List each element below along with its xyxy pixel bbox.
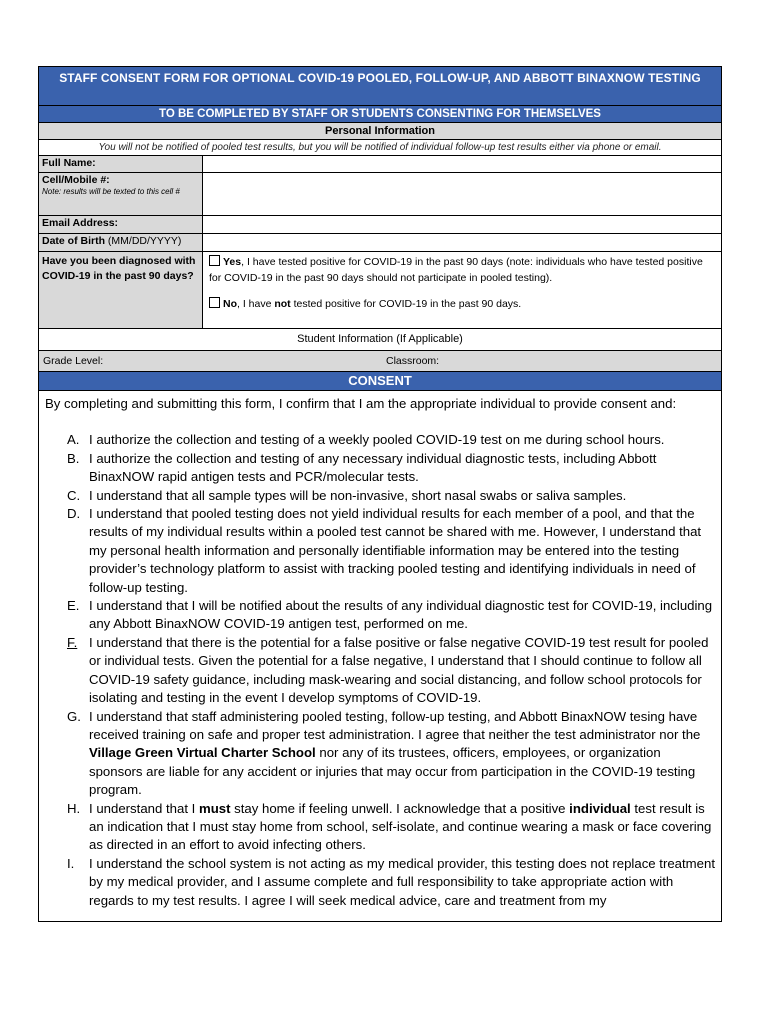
cell-note: Note: results will be texted to this cell # [42,187,180,196]
item-text: I understand that I will be notified about the results of any individual diagnostic test for COVID-19, including any Abbott BinaxNOW COVID-19 antigen test, performed on me. [89,598,713,632]
list-item [45,487,715,505]
item-text-part: I understand that staff administering pooled testing, follow-up testing, and Abbott BinaxNOW tesing have received training on safe and proper test administration. I agree that neither the test administrator nor the [89,708,701,742]
full-name-label: Full Name: [39,156,203,172]
grade-level-field[interactable] [39,351,380,371]
item-marker: F. [67,634,78,650]
yes-option[interactable] [203,252,721,286]
no-text-b: tested positive for COVID-19 in the past 90 days. [290,298,522,310]
item-text: I authorize the collection and testing of a weekly pooled COVID-19 test on me during school hours. [89,432,665,448]
item-text: I understand that there is the potential for a false positive or false negative COVID-19 test result for pooled or individual tests. Given the potential for a false negative, I understand that I should continue to follow all COVID-19 safety guidance, including mask-wearing and social distancing, and follow school protocols for isolating and testing in the event I develop symptoms of COVID-19. [89,634,709,706]
yes-text: , I have tested positive for COVID-19 in the past 90 days (note: individuals who have tested positive for COVID-19 in the past 90 days should not participate in pooled testing). [209,256,703,284]
form-subtitle: TO BE COMPLETED BY STAFF OR STUDENTS CONSENTING FOR THEMSELVES [39,106,721,123]
grade-level-label: Grade Level: [43,355,104,367]
item-marker: B. [67,450,80,466]
dob-format: (MM/DD/YYYY) [107,235,182,247]
list-item [45,597,715,634]
dob-label-cell [39,234,203,251]
no-option[interactable] [203,286,721,312]
email-field[interactable] [203,216,721,233]
item-marker: D. [67,506,81,522]
list-item [45,708,715,800]
item-text-part: nor any of its trustees, officers, employees, or organization sponsors are liable for any accident or injuries that may occur from participation in the COVID-19 testing program. [89,745,696,798]
cell-label-cell [39,173,203,215]
form-bottom-border [39,921,721,922]
no-text-a: , I have [237,298,275,310]
email-label: Email Address: [39,216,203,233]
item-text [89,708,715,800]
item-marker: I. [67,855,75,871]
yes-checkbox[interactable] [209,255,220,266]
classroom-label: Classroom: [386,355,440,367]
consent-intro: By completing and submitting this form, I confirm that I am the appropriate individual to provide consent and: [45,396,677,411]
personal-info-heading: Personal Information [39,123,721,140]
item-marker: G. [67,708,81,724]
list-item [45,450,715,487]
cell-label: Cell/Mobile #: [42,174,110,186]
no-label: No [223,298,237,310]
item-text: I understand that pooled testing does not yield individual results for each member of a pool, and that the results of my individual results within a pooled test cannot be shared with me. However, I understand that my personal health information and personally identifiable information may be entered into the testing provider’s technology platform to assist with tracking pooled testing and identifying individuals in need of follow-up testing. [89,506,702,595]
diagnosed-label: Have you been diagnosed with COVID-19 in the past 90 days? [39,252,203,328]
consent-form [38,66,722,922]
no-checkbox[interactable] [209,297,220,308]
cell-field[interactable] [203,173,721,215]
no-text-bold: not [274,298,291,310]
emphasis-must: must [198,800,231,816]
item-text: I understand the school system is not acting as my medical provider, this testing does not replace treatment by my medical provider, and I assume complete and full responsibility to take appropriate action with regards to my test results. I agree I will seek medical advice, care and treatment from my [89,855,715,908]
notification-note: You will not be notified of pooled test results, but you will be notified of individual follow-up test results either via phone or email. [39,140,721,156]
yes-label: Yes [223,256,242,268]
list-item [45,800,715,855]
item-text: I understand that all sample types will be non-invasive, short nasal swabs or saliva samples. [89,487,627,503]
full-name-field[interactable] [203,156,721,172]
item-text [89,800,715,855]
list-item [45,431,715,449]
item-text-part: test result is an indication that I must stay home from school, self-isolate, and continue wearing a mask or face covering as directed in an effort to avoid infecting others. [89,800,712,853]
consent-body [39,391,721,921]
item-marker: H. [67,800,81,816]
list-item [45,505,715,597]
student-info-heading: Student Information (If Applicable) [39,329,721,351]
school-name: Village Green Virtual Charter School [89,745,316,761]
consent-list [45,431,715,910]
item-marker: E. [67,598,80,614]
item-text-part: stay home if feeling unwell. I acknowledge that a positive [230,800,570,816]
item-marker: A. [67,432,80,448]
dob-field[interactable] [203,234,721,251]
form-title: STAFF CONSENT FORM FOR OPTIONAL COVID-19 POOLED, FOLLOW-UP, AND ABBOTT BINAXNOW TESTING [39,67,721,106]
classroom-field[interactable] [380,351,721,371]
list-item [45,855,715,910]
emphasis-individual: individual [569,800,631,816]
item-text-part: I understand that I [89,800,199,816]
list-item [45,634,715,708]
dob-label: Date of Birth [42,235,105,247]
consent-heading: CONSENT [39,372,721,391]
item-marker: C. [67,487,81,503]
item-text: I authorize the collection and testing of any necessary individual diagnostic tests, including Abbott BinaxNOW rapid antigen tests and PCR/molecular tests. [89,450,657,485]
student-info-row [39,351,721,372]
